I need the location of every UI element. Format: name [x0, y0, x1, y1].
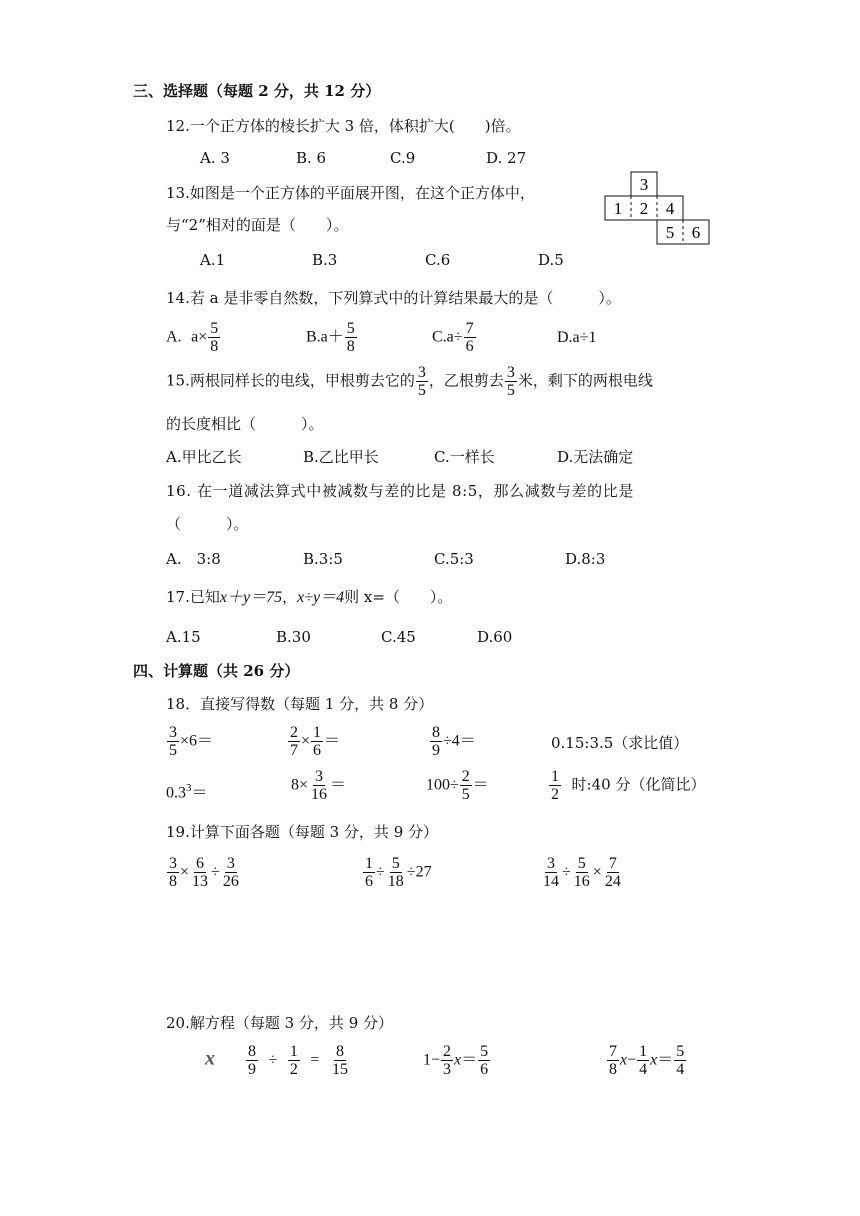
q13-option-c: C.6 — [425, 251, 451, 269]
q12-option-d: D. 27 — [486, 149, 527, 167]
q20-equation-2: 1− $\frac{2}{3}$ x＝ $\frac{5}{6}$ — [423, 1043, 489, 1078]
q16-option-d: D.8:3 — [565, 550, 606, 568]
q17-stem: 17.已知x＋y＝75，x÷y＝4则 x=（ ）。 — [166, 588, 453, 606]
q15-option-a: A.甲比乙长 — [166, 448, 242, 466]
q16-option-c: C.5:3 — [434, 550, 474, 568]
q18-item-2: $\frac{2}{7}$ × $\frac{1}{6}$ ＝ — [290, 724, 341, 759]
q12-option-a: A. 3 — [200, 149, 230, 167]
q13-option-a: A.1 — [200, 251, 226, 269]
q15-option-b: B.乙比甲长 — [303, 448, 379, 466]
q17-option-a: A.15 — [166, 628, 201, 646]
net-face-3: 3 — [639, 175, 649, 194]
q19-expr-1: $\frac{3}{8}$ × $\frac{6}{13}$ ÷ $\frac{3}{26}$ — [169, 855, 239, 890]
q14-option-b: B.a＋ $\frac{5}{8}$ — [306, 320, 355, 355]
q20-equation-3: $\frac{7}{8}$ x− $\frac{1}{4}$ x＝ $\frac{5}{4}$ — [609, 1043, 685, 1078]
q14-option-d: D.a÷1 — [557, 329, 597, 346]
q18-item-6: 8× $\frac{3}{16}$ ＝ — [291, 768, 347, 803]
net-face-6: 6 — [691, 223, 701, 242]
q12-option-c: C.9 — [390, 149, 416, 167]
q13-option-b: B.3 — [312, 251, 338, 269]
q15-stem-line1: 15.两根同样长的电线，甲根剪去它的 $\frac{3}{5}$ ，乙根剪去 $\frac{3}{5}$ 米，剩下的两根电线 — [166, 364, 653, 399]
section-four-title: 四、计算题（共 26 分） — [133, 662, 300, 680]
q18-item-3: $\frac{8}{9}$ ÷4＝ — [432, 724, 476, 759]
section-three-title: 三、选择题（每题 2 分，共 12 分） — [133, 82, 381, 100]
net-face-4: 4 — [665, 199, 675, 218]
q19-title: 19.计算下面各题（每题 3 分，共 9 分） — [166, 823, 439, 841]
q20-equation-1: x $\frac{8}{9}$ ÷ $\frac{1}{2}$ = $\frac{8}{15}$ — [205, 1043, 348, 1078]
q18-item-4: 0.15:3.5（求比值） — [551, 734, 689, 752]
q19-expr-2: $\frac{1}{6}$ ÷ $\frac{5}{18}$ ÷27 — [365, 855, 432, 890]
q14-option-c: C.a÷ $\frac{7}{6}$ — [432, 320, 474, 355]
q14-stem: 14.若 a 是非零自然数，下列算式中的计算结果最大的是（ ）。 — [166, 289, 621, 307]
q17-option-c: C.45 — [381, 628, 416, 646]
q12-option-b: B. 6 — [296, 149, 327, 167]
q16-option-b: B.3:5 — [303, 550, 343, 568]
net-face-5: 5 — [665, 223, 675, 242]
q13-stem-line2: 与“2”相对的面是（ ）。 — [166, 216, 349, 234]
q18-item-8: $\frac{1}{2}$ 时:40 分（化简比） — [551, 768, 706, 803]
q16-stem-line1: 16. 在一道减法算式中被减数与差的比是 8:5，那么减数与差的比是 — [166, 482, 634, 500]
cube-net-figure — [600, 168, 712, 250]
q18-title: 18．直接写得数（每题 1 分，共 8 分） — [166, 695, 434, 713]
q20-title: 20.解方程（每题 3 分，共 9 分） — [166, 1014, 394, 1032]
q15-stem-line2: 的长度相比（ ）。 — [166, 415, 324, 433]
q18-item-5: $0.3^3=$ — [166, 782, 208, 802]
q17-option-d: D.60 — [477, 628, 513, 646]
q16-option-a: A. 3:8 — [166, 550, 221, 568]
q18-item-1: $\frac{3}{5}$ ×6＝ — [169, 724, 214, 759]
q12-stem: 12.一个正方体的棱长扩大 3 倍，体积扩大( )倍。 — [166, 117, 521, 135]
q19-expr-3: $\frac{3}{14}$ ÷ $\frac{5}{16}$ × $\frac{7}{24}$ — [543, 855, 621, 890]
net-face-1: 1 — [613, 199, 623, 218]
net-face-2: 2 — [639, 199, 649, 218]
q18-item-7: 100÷ $\frac{2}{5}$ ＝ — [426, 768, 489, 803]
q15-option-c: C.一样长 — [434, 448, 495, 466]
q15-option-d: D.无法确定 — [557, 448, 634, 466]
q17-option-b: B.30 — [276, 628, 311, 646]
q13-option-d: D.5 — [538, 251, 564, 269]
q14-option-a: A. a× $\frac{5}{8}$ — [166, 320, 219, 355]
q13-stem-line1: 13.如图是一个正方体的平面展开图，在这个正方体中， — [166, 184, 535, 202]
q16-stem-line2: （ ）。 — [166, 515, 249, 533]
